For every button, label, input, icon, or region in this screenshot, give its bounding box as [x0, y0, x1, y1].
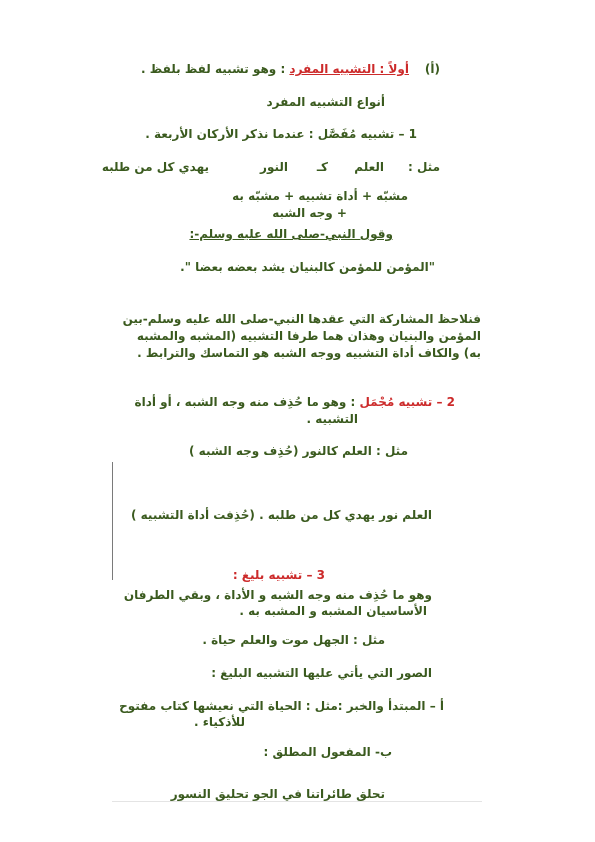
type1-example-object: النور	[260, 160, 288, 174]
type2-example1: مثل : العلم كالنور (حُذِف وجه الشبه )	[189, 444, 408, 458]
type3-def-line1: وهو ما حُذِف منه وجه الشبه و الأداة ، وبقي الطرفان	[123, 588, 432, 602]
type1-example-label: مثل :	[407, 160, 440, 174]
type1-note-line1: فنلاحظ المشاركة التي عقدها النبي-صلى الله عليه وسلم-بين	[122, 312, 481, 326]
type3-def-line2: الأساسيان المشبه و المشبه به .	[239, 604, 427, 618]
type2-definition	[135, 394, 455, 410]
section-marker: (أ)	[424, 62, 440, 76]
type2-def-line1: : وهو ما حُذِف منه وجه الشبه ، أو أداة	[134, 395, 360, 409]
type2-title: 2 – تشبيه مُجْمَل	[359, 395, 455, 409]
type2-example2: العلم نور يهدي كل من طلبه . (حُذِفت أداة التشبيه )	[130, 508, 432, 522]
type2-def-line2: التشبيه .	[306, 412, 358, 426]
section-heading	[141, 61, 409, 77]
type3-form-a-line1: أ – المبتدأ والخبر :مثل : الحياة التي نعيشها كتاب مفتوح	[119, 699, 444, 713]
margin-bar	[112, 462, 113, 580]
type3-title: 3 – تشبيه بليغ :	[232, 568, 325, 582]
type1-hadith-intro: وقول النبي-صلى الله عليه وسلم-:	[189, 227, 393, 241]
type3-form-b: ب- المفعول المطلق :	[263, 745, 392, 759]
type1-example-particle: كـ	[316, 160, 328, 174]
type1-note-line3: به) والكاف أداة التشبيه ووجه الشبه هو التماسك والترابط .	[137, 346, 481, 360]
type1-title: 1 – تشبيه مُفَصَّل : عندما نذكر الأركان الأربعة .	[145, 127, 417, 141]
type3-example: مثل : الجهل موت والعلم حياة .	[202, 633, 385, 647]
section-title: أولاً : التشبيه المفرد	[289, 62, 409, 76]
type1-example-subject: العلم	[354, 160, 384, 174]
bottom-divider	[112, 801, 482, 802]
type1-example-predicate: يهدي كل من طلبه	[101, 160, 209, 174]
type1-parts-line1: مشبّه + أداة تشبيه + مشبّه به	[232, 189, 408, 203]
section-definition: : وهو تشبيه لفظ بلفظ .	[141, 62, 290, 76]
type3-form-b-example: تحلق طائراتنا في الجو تحليق النسور	[170, 787, 385, 801]
types-heading: أنواع التشبيه المفرد	[266, 95, 385, 109]
type3-form-a-line2: للأذكياء .	[193, 715, 245, 729]
type1-note-line2: المؤمن والبنيان وهذان هما طرفا التشبيه (المشبه والمشبه	[136, 329, 481, 343]
type3-forms-heading: الصور التي يأتي عليها التشبيه البليغ :	[211, 666, 432, 680]
type1-parts-line2: + وجه الشبه	[272, 206, 347, 220]
type1-hadith: "المؤمن للمؤمن كالبنيان يشد بعضه بعضا ".	[180, 260, 435, 274]
